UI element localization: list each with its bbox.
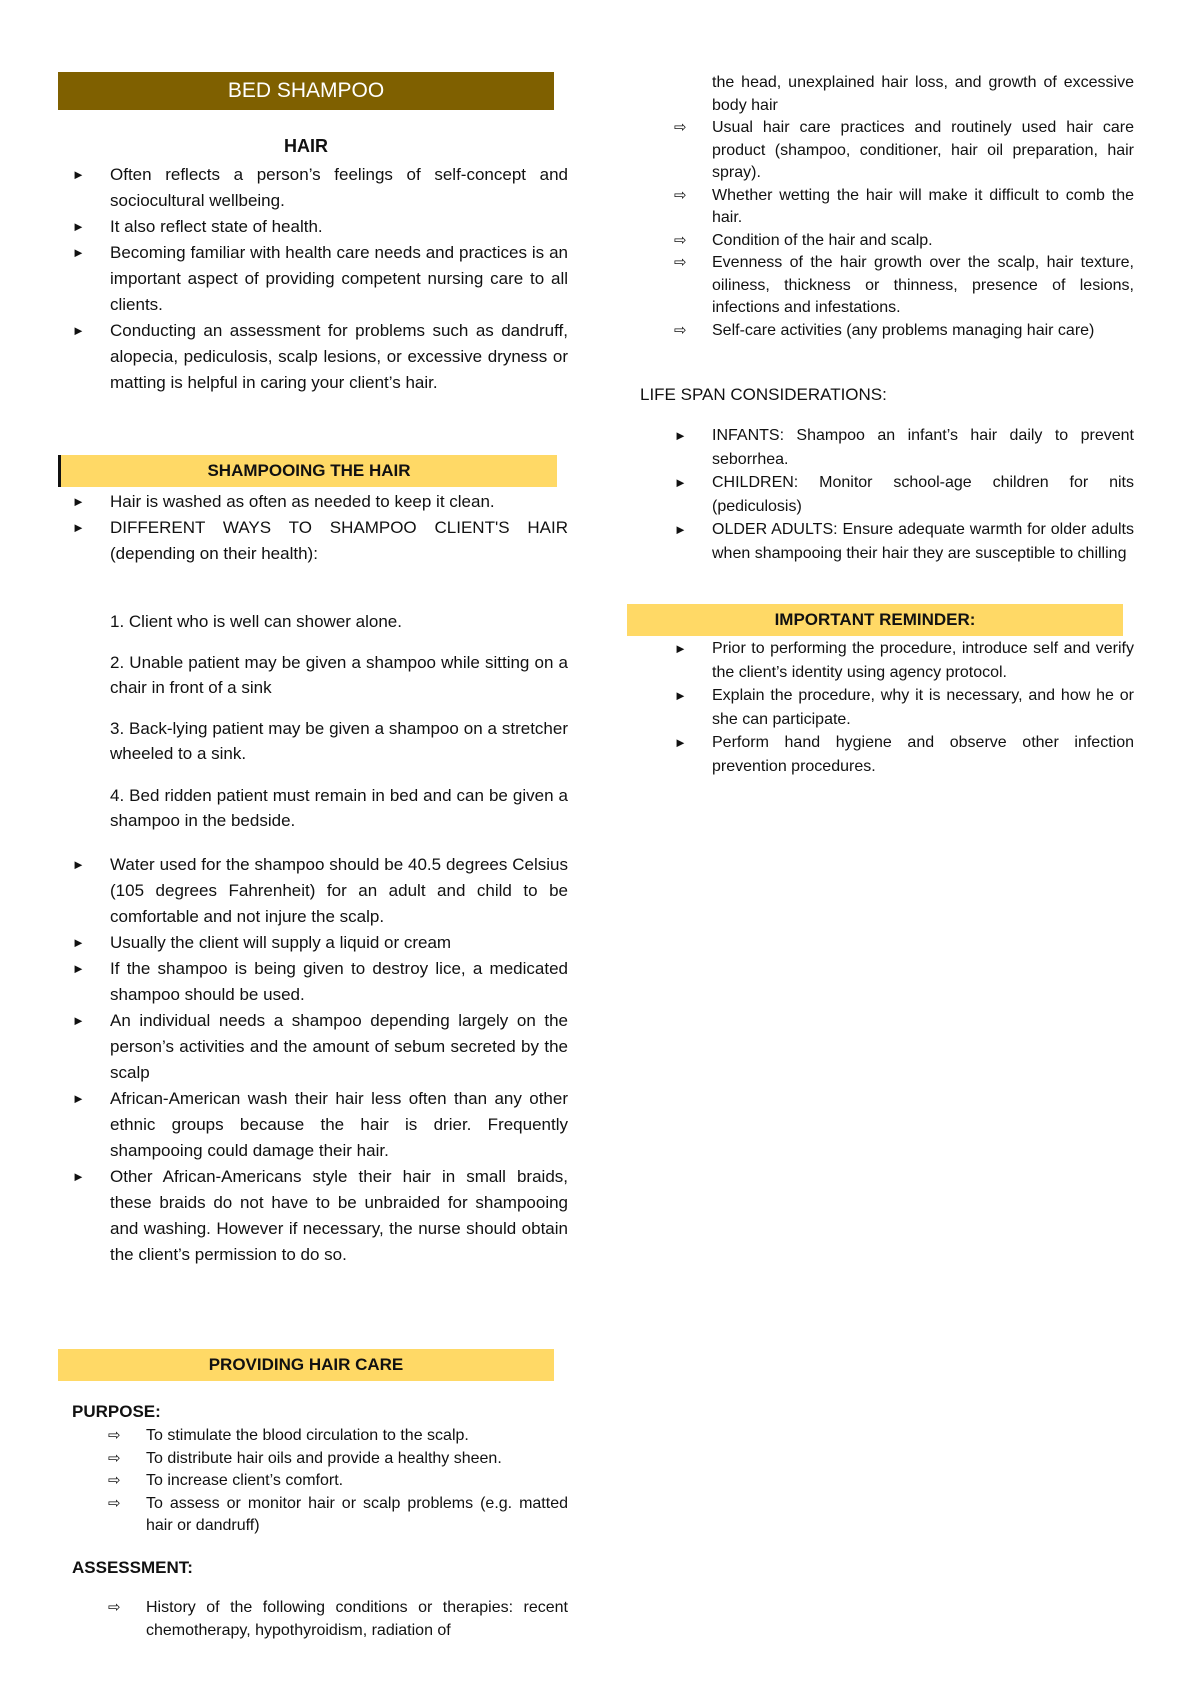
shampooing-list-top: [58, 489, 568, 567]
list-item: ► CHILDREN: Monitor school-age children for nits (pediculosis): [624, 471, 1134, 518]
shampooing-heading: SHAMPOOING THE HAIR: [58, 455, 557, 487]
reminder-heading: IMPORTANT REMINDER:: [627, 604, 1123, 636]
list-item: ► It also reflect state of health.: [58, 214, 568, 240]
page-title: BED SHAMPOO: [58, 72, 554, 110]
list-item: ► Usually the client will supply a liquid or cream: [58, 930, 568, 956]
list-item: ► OLDER ADULTS: Ensure adequate warmth for older adults when shampooing their hair they are susceptible to chilling: [624, 518, 1134, 565]
list-item: ► An individual needs a shampoo depending largely on the person’s activities and the amount of sebum secreted by the scalp: [58, 1008, 568, 1086]
assessment-list-continued: [624, 117, 1134, 342]
list-item: ► Other African-Americans style their hair in small braids, these braids do not have to be unbraided for shampooing and washing. However if necessary, the nurse should obtain the client’s permission to do so.: [58, 1164, 568, 1268]
list-item: ⇨ History of the following conditions or therapies: recent chemotherapy, hypothyroidism, radiation of: [58, 1597, 568, 1642]
list-item: ► Hair is washed as often as needed to keep it clean.: [58, 489, 568, 515]
list-item: ⇨ To assess or monitor hair or scalp problems (e.g. matted hair or dandruff): [58, 1493, 568, 1538]
list-item: ⇨ To distribute hair oils and provide a healthy sheen.: [58, 1448, 568, 1471]
list-item: ► If the shampoo is being given to destroy lice, a medicated shampoo should be used.: [58, 956, 568, 1008]
purpose-label: PURPOSE:: [72, 1402, 161, 1421]
list-item: ► Perform hand hygiene and observe other infection prevention procedures.: [624, 731, 1134, 778]
reminder-list: [624, 637, 1134, 778]
list-item: ► Becoming familiar with health care needs and practices is an important aspect of providing competent nursing care to all clients.: [58, 240, 568, 318]
numbered-item: 4. Bed ridden patient must remain in bed and can be given a shampoo in the bedside.: [110, 786, 568, 830]
numbered-item: 2. Unable patient may be given a shampoo while sitting on a chair in front of a sink: [110, 653, 568, 697]
shampooing-list-bottom: [58, 852, 568, 1268]
list-item: ► African-American wash their hair less often than any other ethnic groups because the hair is drier. Frequently shampooing could damage their hair.: [58, 1086, 568, 1164]
purpose-list: [58, 1425, 568, 1538]
list-item: ⇨ Self-care activities (any problems managing hair care): [624, 320, 1134, 343]
assessment-list: [58, 1597, 568, 1642]
list-item: ⇨ To stimulate the blood circulation to the scalp.: [58, 1425, 568, 1448]
assessment-continued: the head, unexplained hair loss, and growth of excessive body hair: [712, 74, 1134, 114]
list-item: ► Prior to performing the procedure, introduce self and verify the client’s identity using agency protocol.: [624, 637, 1134, 684]
list-item: ⇨ Whether wetting the hair will make it difficult to comb the hair.: [624, 185, 1134, 230]
list-item: ► DIFFERENT WAYS TO SHAMPOO CLIENT'S HAIR (depending on their health):: [58, 515, 568, 567]
list-item: ► INFANTS: Shampoo an infant’s hair daily to prevent seborrhea.: [624, 424, 1134, 471]
list-item: ⇨ Condition of the hair and scalp.: [624, 230, 1134, 253]
list-item: ► Water used for the shampoo should be 40.5 degrees Celsius (105 degrees Fahrenheit) for an adult and child to be comfortable and not injure the scalp.: [58, 852, 568, 930]
numbered-item: 3. Back-lying patient may be given a shampoo on a stretcher wheeled to a sink.: [110, 719, 568, 763]
assessment-label: ASSESSMENT:: [72, 1558, 193, 1577]
list-item: ⇨ Evenness of the hair growth over the scalp, hair texture, oiliness, thickness or thinness, presence of lesions, infections and infestations.: [624, 252, 1134, 320]
list-item: ⇨ To increase client’s comfort.: [58, 1470, 568, 1493]
list-item: ► Conducting an assessment for problems such as dandruff, alopecia, pediculosis, scalp lesions, or excessive dryness or matting is helpful in caring your client’s hair.: [58, 318, 568, 396]
list-item: ► Often reflects a person’s feelings of self-concept and sociocultural wellbeing.: [58, 162, 568, 214]
hair-heading: HAIR: [284, 136, 328, 156]
providing-heading: PROVIDING HAIR CARE: [58, 1349, 554, 1381]
list-item: ► Explain the procedure, why it is necessary, and how he or she can participate.: [624, 684, 1134, 731]
list-item: ⇨ Usual hair care practices and routinely used hair care product (shampoo, conditioner, hair oil preparation, hair spray).: [624, 117, 1134, 185]
hair-list: [58, 162, 568, 396]
lifespan-list: [624, 424, 1134, 565]
lifespan-heading: LIFE SPAN CONSIDERATIONS:: [640, 385, 887, 404]
numbered-item: 1. Client who is well can shower alone.: [110, 612, 402, 631]
